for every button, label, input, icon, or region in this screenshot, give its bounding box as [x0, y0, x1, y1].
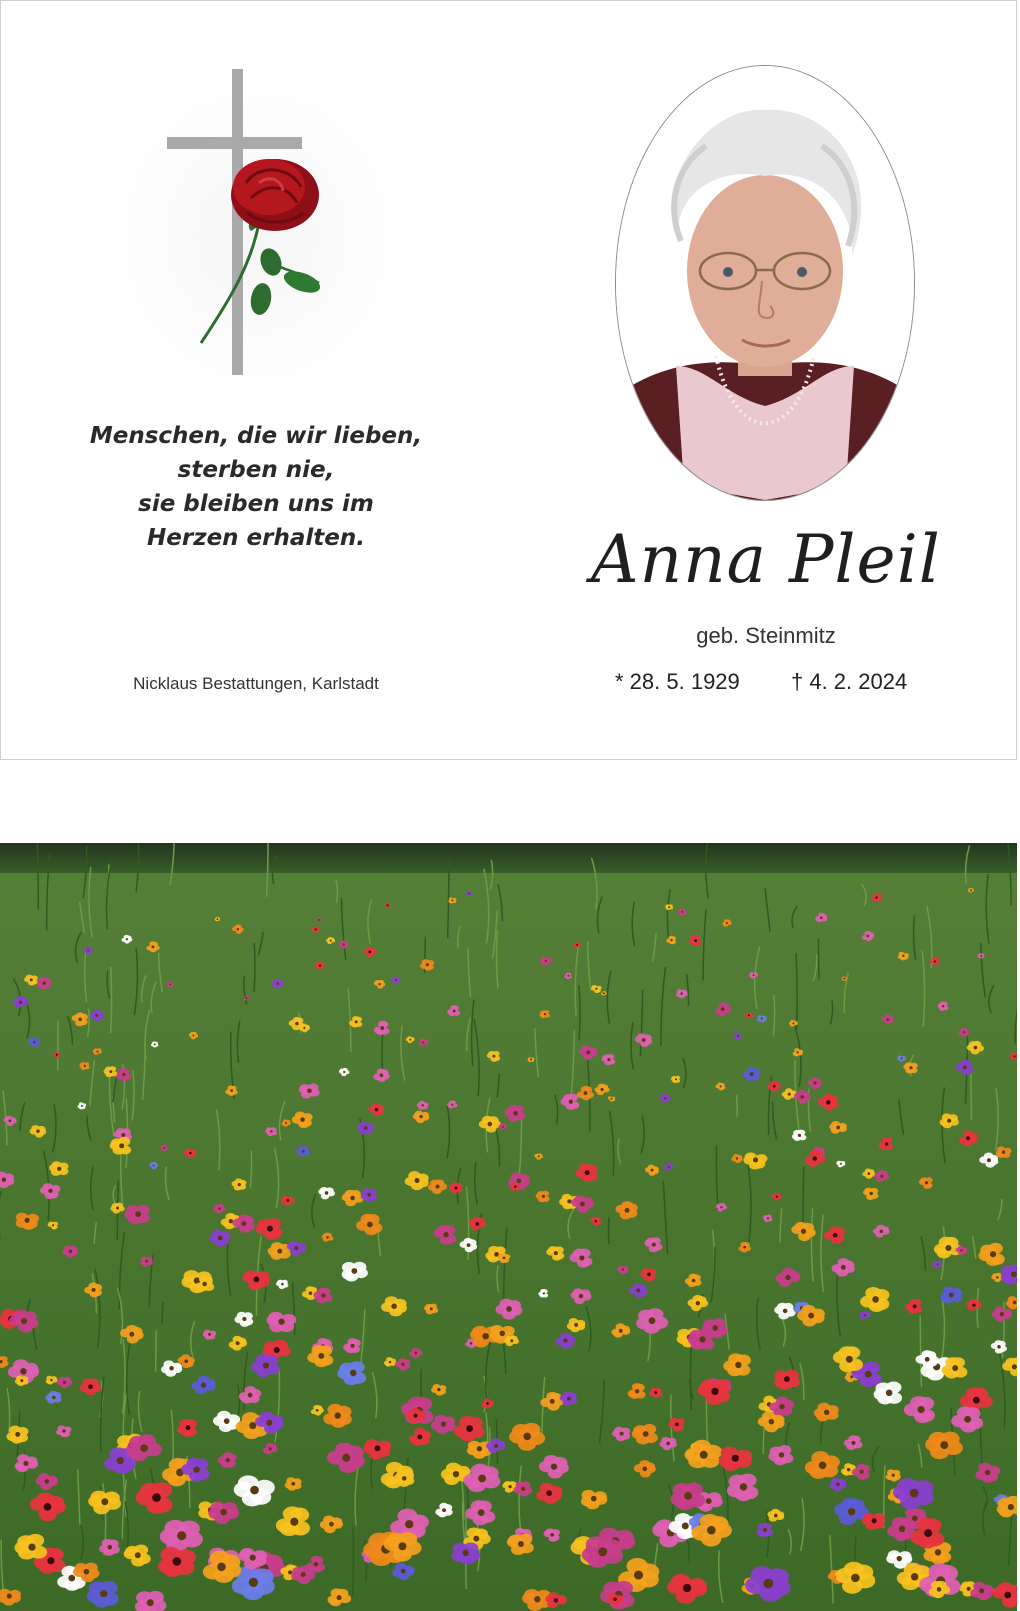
- portrait-photo: [615, 65, 915, 501]
- rose-icon: [201, 159, 323, 343]
- portrait-illustration: [616, 66, 914, 500]
- deceased-name: Anna Pleil: [591, 521, 941, 598]
- memorial-card-front: [0, 0, 1017, 760]
- undertaker-credit: Nicklaus Bestattungen, Karlstadt: [133, 674, 379, 693]
- flower-meadow-photo: [0, 843, 1017, 1611]
- quote-line: Herzen erhalten.: [147, 525, 365, 551]
- cross-rose-image: [151, 63, 331, 393]
- birth-date: * 28. 5. 1929: [615, 669, 740, 694]
- quote-line: Menschen, die wir lieben,: [89, 423, 423, 449]
- quote-line: sie bleiben uns im: [138, 491, 374, 517]
- memorial-quote: [61, 419, 451, 555]
- death-date: † 4. 2. 2024: [791, 669, 908, 694]
- flower-meadow-illustration: [0, 843, 1017, 1611]
- quote-line: sterben nie,: [177, 457, 335, 483]
- maiden-name: geb. Steinmitz: [696, 623, 836, 648]
